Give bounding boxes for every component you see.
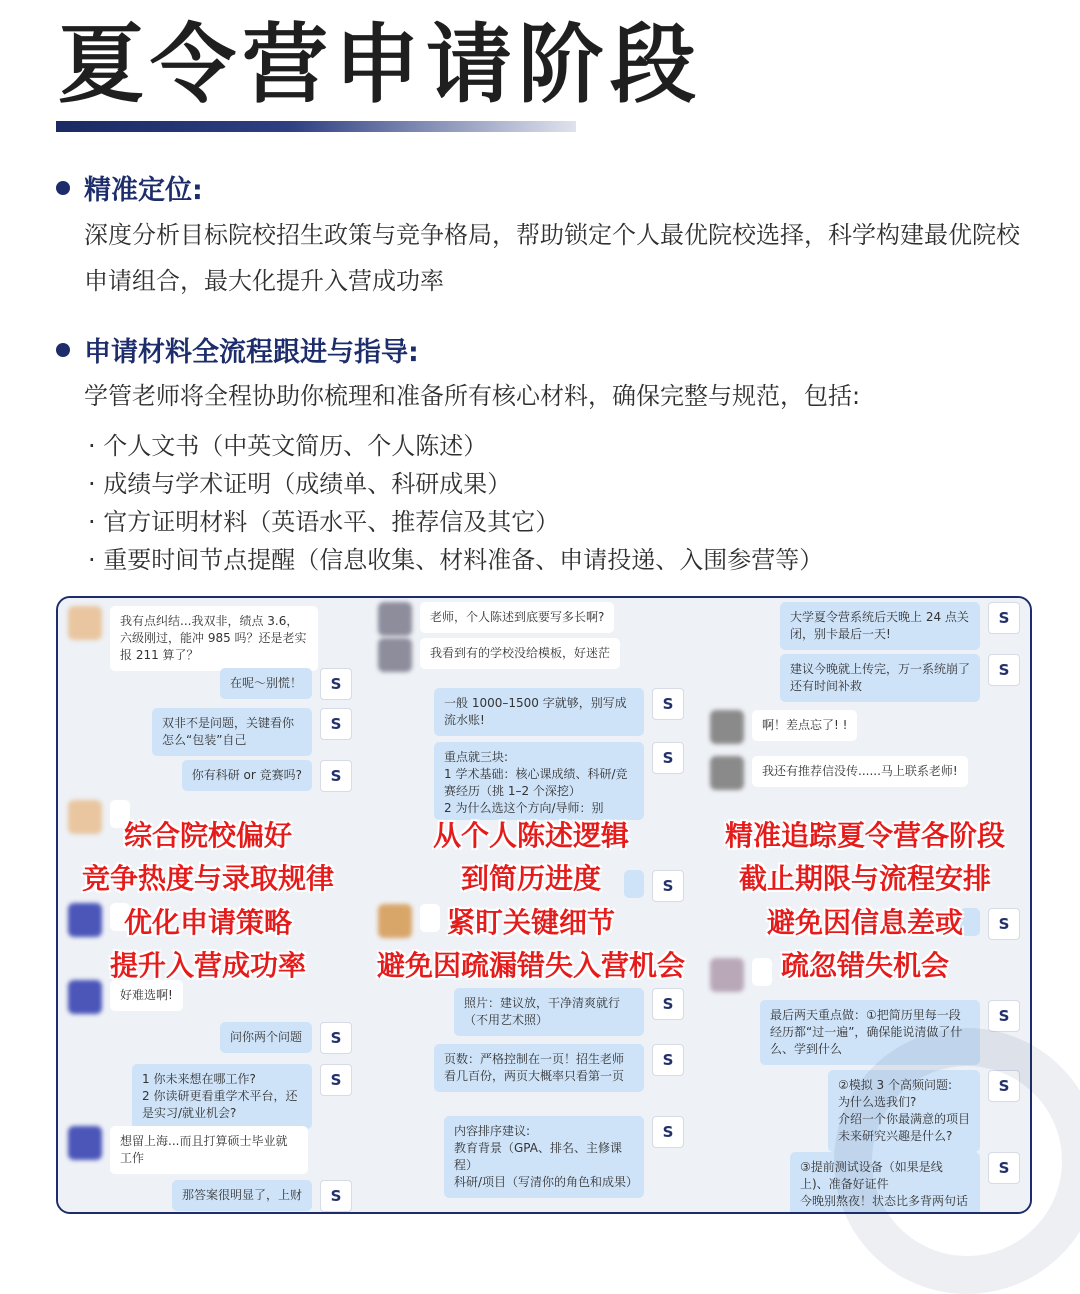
student-avatar xyxy=(68,1126,102,1160)
student-avatar xyxy=(378,602,412,636)
chat-bubble: 问你两个问题 xyxy=(220,1022,312,1053)
school-logo-icon: S xyxy=(652,870,684,902)
chat-bubble: 我有点纠结...我双非，绩点 3.6，六级刚过，能冲 985 吗？还是老实报 211 算了？ xyxy=(110,606,318,671)
chat-bubble: 建议今晚就上传完，万一系统崩了还有时间补救 xyxy=(780,654,980,702)
chat-bubble: 1 你未来想在哪工作? 2 你读研更看重学术平台，还是实习/就业机会? xyxy=(132,1064,312,1129)
chat-bubble: 在呢～别慌！ xyxy=(220,668,312,699)
chat-bubble: 我看到有的学校没给模板，好迷茫 xyxy=(420,638,620,669)
chat-message-teacher xyxy=(434,742,684,820)
school-logo-icon: S xyxy=(652,688,684,720)
overlay-line: 提升入营成功率 xyxy=(109,948,306,982)
chat-message-teacher xyxy=(444,1116,684,1198)
chat-bubble: 老师，个人陈述到底要写多长啊? xyxy=(420,602,614,633)
chat-message-teacher xyxy=(434,1044,684,1092)
chat-message-student xyxy=(68,606,318,671)
section-heading-text: 申请材料全流程跟进与指导: xyxy=(84,337,419,368)
list-item: · 个人文书（中英文简历、个人陈述） xyxy=(88,432,488,460)
chat-bubble: 啊！差点忘了! ! xyxy=(752,710,857,741)
overlay-caption-3 xyxy=(700,814,1030,984)
overlay-line: 截止期限与流程安排 xyxy=(738,862,991,896)
school-logo-icon: S xyxy=(652,1116,684,1148)
school-logo-icon: S xyxy=(320,708,352,740)
school-logo-icon: S xyxy=(988,1000,1020,1032)
section-paragraph-materials: 学管老师将全程协助你梳理和准备所有核心材料，确保完整与规范，包括: xyxy=(84,382,861,410)
school-logo-icon: S xyxy=(320,1180,352,1212)
chat-bubble: ③提前测试设备（如果是线上)、准备好证件 今晚别熬夜！状态比多背两句话 xyxy=(790,1152,980,1212)
overlay-caption-1 xyxy=(58,814,358,984)
overlay-line: 到简历进度 xyxy=(460,862,601,896)
section-heading-positioning xyxy=(56,168,203,207)
decorative-ring xyxy=(834,1028,1080,1294)
chat-bubble: 我还有推荐信没传......马上联系老师! xyxy=(752,756,968,787)
overlay-line: 避免因疏漏错失入营机会 xyxy=(376,948,685,982)
school-logo-icon: S xyxy=(988,908,1020,940)
chat-bubble: 一般 1000–1500 字就够，别写成流水账! xyxy=(434,688,644,736)
chat-message-teacher xyxy=(220,668,352,700)
chat-message-teacher xyxy=(780,602,1020,650)
student-avatar xyxy=(710,710,744,744)
chat-message-teacher xyxy=(434,688,684,736)
overlay-line: 疏忽错失机会 xyxy=(780,948,949,982)
school-logo-icon: S xyxy=(320,760,352,792)
chat-message-student xyxy=(378,602,614,636)
overlay-line: 紧盯关键细节 xyxy=(446,905,615,939)
overlay-line: 从个人陈述逻辑 xyxy=(432,819,629,852)
chat-bubble: 最后两天重点做：①把简历里每一段经历都“过一遍”，确保能说清做了什么、学到什么 xyxy=(760,1000,980,1065)
school-logo-icon: S xyxy=(988,1070,1020,1102)
section-heading-text: 精准定位: xyxy=(84,175,203,206)
chat-message-teacher xyxy=(172,1180,352,1212)
chat-message-student xyxy=(378,638,628,672)
school-logo-icon: S xyxy=(988,654,1020,686)
overlay-line: 优化申请策略 xyxy=(123,905,292,939)
chat-message-student xyxy=(68,1126,308,1174)
list-item: · 成绩与学术证明（成绩单、科研成果） xyxy=(88,470,512,498)
page-title: 夏令营申请阶段 xyxy=(58,15,702,115)
section-paragraph-positioning: 深度分析目标院校招生政策与竞争格局，帮助锁定个人最优院校选择，科学构建最优院校申请组合，最大化提升入营成功率 xyxy=(84,221,1020,295)
student-avatar xyxy=(710,756,744,790)
school-logo-icon: S xyxy=(652,988,684,1020)
chat-bubble: 双非不是问题，关键看你怎么“包装”自己 xyxy=(152,708,312,756)
overlay-line: 精准追踪夏令营各阶段 xyxy=(724,819,1005,852)
chat-bubble: 那答案很明显了，上财 xyxy=(172,1180,312,1211)
chat-message-student xyxy=(710,710,857,744)
chat-message-teacher xyxy=(220,1022,352,1054)
chat-message-teacher xyxy=(152,708,352,756)
school-logo-icon: S xyxy=(988,1152,1020,1184)
student-avatar xyxy=(68,606,102,640)
school-logo-icon: S xyxy=(652,742,684,774)
bullet-dot-icon xyxy=(56,181,70,195)
school-logo-icon: S xyxy=(652,1044,684,1076)
overlay-line: 综合院校偏好 xyxy=(123,819,292,852)
student-avatar xyxy=(378,638,412,672)
chat-bubble: 内容排序建议: 教育背景（GPA、排名、主修课程） 科研/项目（写清你的角色和成果） xyxy=(444,1116,644,1198)
chat-message-student xyxy=(710,756,970,790)
chat-bubble: ②模拟 3 个高频问题: 为什么选我们? 介绍一个你最满意的项目 未来研究兴趣是什么? xyxy=(828,1070,980,1152)
chat-bubble: 照片：建议放，干净清爽就行（不用艺术照） xyxy=(454,988,644,1036)
chat-message-teacher xyxy=(780,654,1020,702)
chat-message-teacher xyxy=(182,760,352,792)
chat-message-student xyxy=(68,980,183,1014)
chat-bubble: 大学夏令营系统后天晚上 24 点关闭，别卡最后一天! xyxy=(780,602,980,650)
bullet-dot-icon xyxy=(56,343,70,357)
chat-message-teacher xyxy=(454,988,684,1036)
school-logo-icon: S xyxy=(320,668,352,700)
chat-bubble: 想留上海...而且打算硕士毕业就工作 xyxy=(110,1126,308,1174)
section-heading-materials xyxy=(56,330,419,369)
chat-bubble: 你有科研 or 竞赛吗? xyxy=(182,760,312,791)
student-avatar xyxy=(68,980,102,1014)
chat-bubble: 重点就三块: 1 学术基础：核心课成绩、科研/竞赛经历（挑 1–2 个深挖） 2 为什么选这个方向/导师：别 xyxy=(434,742,644,820)
school-logo-icon: S xyxy=(988,602,1020,634)
chat-message-teacher xyxy=(132,1064,352,1129)
school-logo-icon: S xyxy=(320,1022,352,1054)
overlay-caption-2 xyxy=(368,814,694,984)
chat-bubble: 页数：严格控制在一页！招生老师看几百份，两页大概率只看第一页 xyxy=(434,1044,644,1092)
overlay-line: 避免因信息差或 xyxy=(766,905,963,939)
title-underline xyxy=(56,121,576,132)
school-logo-icon: S xyxy=(320,1064,352,1096)
overlay-line: 竞争热度与录取规律 xyxy=(81,862,334,896)
list-item: · 官方证明材料（英语水平、推荐信及其它） xyxy=(88,508,560,536)
chat-bubble: 好难选啊! xyxy=(110,980,183,1011)
list-item: · 重要时间节点提醒（信息收集、材料准备、申请投递、入围参营等） xyxy=(88,546,824,574)
